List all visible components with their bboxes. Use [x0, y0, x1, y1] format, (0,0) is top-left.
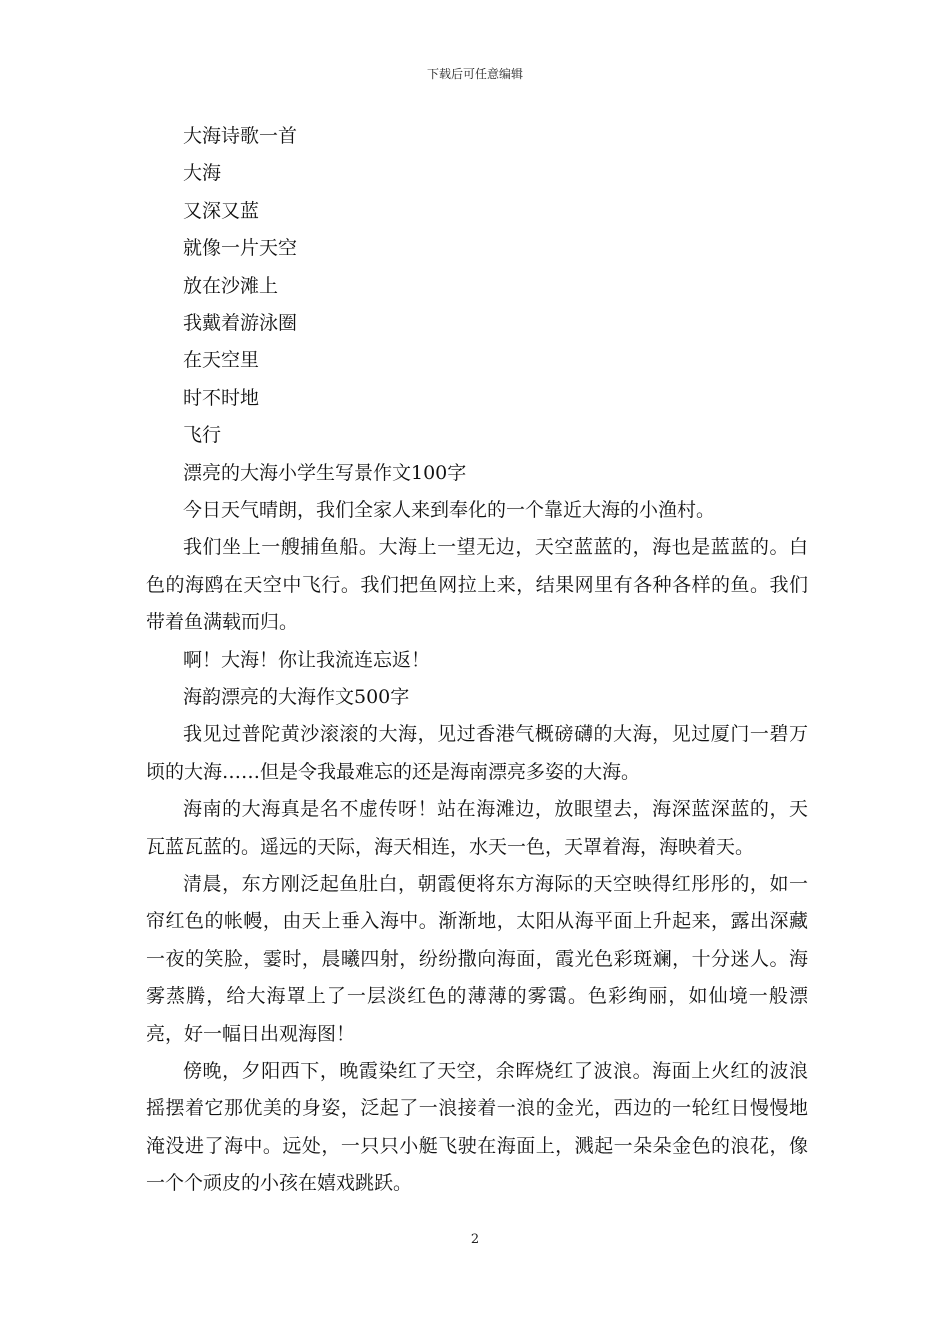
essay-1-paragraph: 啊！大海！你让我流连忘返！ [183, 648, 431, 671]
poem-line: 时不时地 [183, 386, 260, 409]
poem-line: 就像一片天空 [183, 237, 298, 260]
essay-2-paragraph: 海南的大海真是名不虚传呀！站在海滩边，放眼望去，海深蓝深蓝的，天瓦蓝瓦蓝的。遥远的天际，海天相连，水天一色，天罩着海，海映着天。 [146, 798, 808, 858]
poem-line: 放在沙滩上 [183, 274, 279, 297]
poem-title: 大海诗歌一首 [183, 125, 298, 147]
essay-1 [146, 455, 808, 679]
poem-line: 飞行 [183, 424, 222, 447]
page-number: 2 [470, 1232, 480, 1247]
poem-line: 在天空里 [183, 349, 260, 372]
essay-2 [146, 679, 808, 1203]
essay-2-title: 海韵漂亮的大海作文500字 [183, 685, 410, 708]
poem [146, 118, 808, 455]
essay-1-paragraph: 我们坐上一艘捕鱼船。大海上一望无边，天空蓝蓝的，海也是蓝蓝的。白色的海鸥在天空中飞行。我们把鱼网拉上来，结果网里有各种各样的鱼。我们带着鱼满载而归。 [146, 536, 808, 634]
poem-line: 又深又蓝 [183, 199, 260, 222]
essay-2-paragraph: 清晨，东方刚泛起鱼肚白，朝霞便将东方海际的天空映得红彤彤的，如一帘红色的帐幔，由天上垂入海中。渐渐地，太阳从海平面上升起来，露出深藏一夜的笑脸，霎时，晨曦四射，纷纷撒向海面，霞光色彩斑斓，十分迷人。海雾蒸腾，给大海罩上了一层淡红色的薄薄的雾霭。色彩绚丽，如仙境一般漂亮，好一幅日出观海图！ [146, 872, 808, 1045]
poem-line: 大海 [183, 162, 222, 185]
essay-2-paragraph: 傍晚，夕阳西下，晚霞染红了天空，余晖烧红了波浪。海面上火红的波浪摇摆着它那优美的身姿，泛起了一浪接着一浪的金光，西边的一轮红日慢慢地淹没进了海中。远处，一只只小艇飞驶在海面上，溅起一朵朵金色的浪花，像一个个顽皮的小孩在嬉戏跳跃。 [146, 1059, 808, 1195]
document-body [146, 118, 808, 1203]
poem-line: 我戴着游泳圈 [183, 311, 298, 334]
essay-2-paragraph: 我见过普陀黄沙滚滚的大海，见过香港气概磅礴的大海，见过厦门一碧万顷的大海……但是令我最难忘的还是海南漂亮多姿的大海。 [146, 723, 808, 783]
essay-1-title: 漂亮的大海小学生写景作文100字 [183, 461, 467, 484]
page-header: 下载后可任意编辑 [426, 67, 523, 81]
essay-1-paragraph: 今日天气晴朗，我们全家人来到奉化的一个靠近大海的小渔村。 [183, 498, 716, 521]
